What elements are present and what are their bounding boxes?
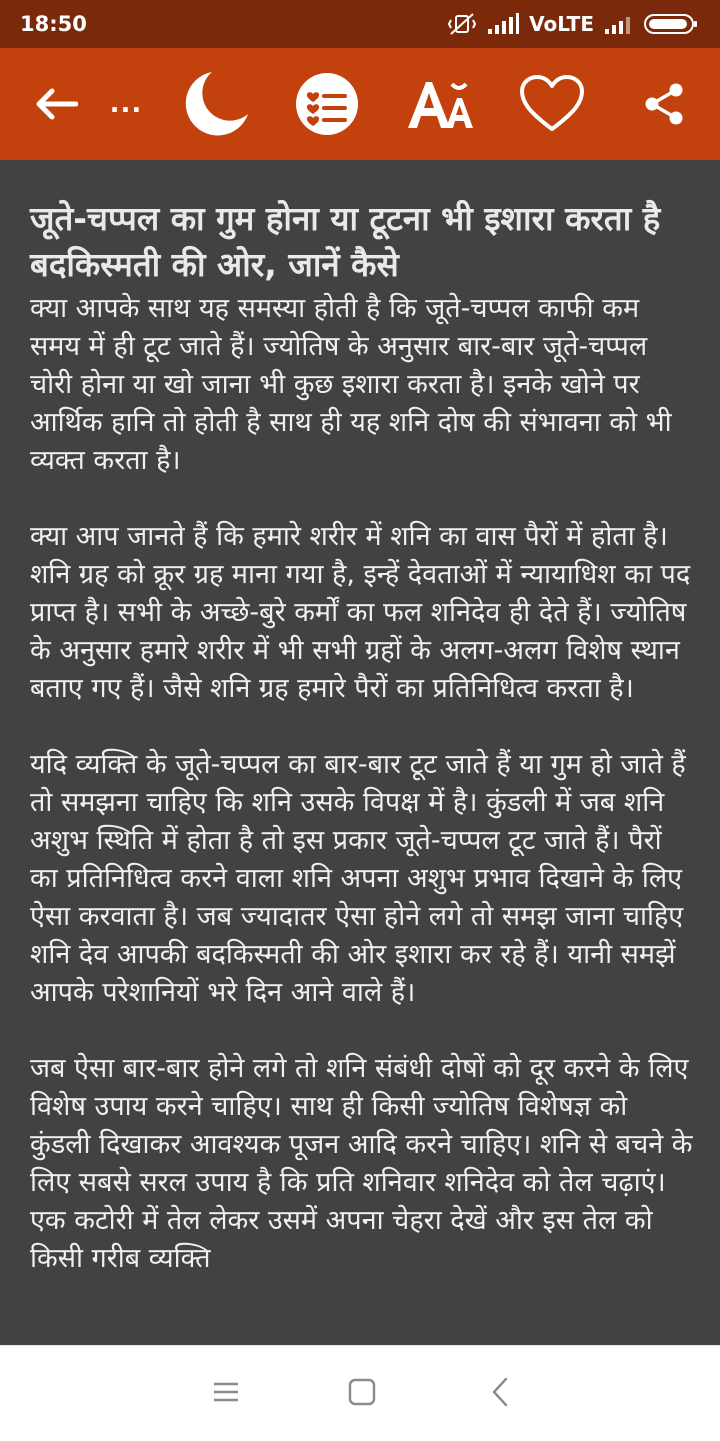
status-icons: [447, 12, 698, 36]
font-size-icon: [406, 78, 474, 130]
night-mode-button[interactable]: [180, 48, 252, 160]
home-button[interactable]: [332, 1346, 392, 1441]
signal-icon: [487, 13, 519, 35]
favorites-list-button[interactable]: [294, 48, 360, 160]
article-paragraph: क्या आपके साथ यह समस्या होती है कि जूते-चप्पल काफी कम समय में ही टूट जाते हैं। ज्योतिष के अनुसार बार-बार जूते-चप्पल चोरी होना या खो जाना भी कुछ इशारा करता है। इनके खोने पर आर्थिक हानि तो होती है साथ ही यह शनि दोष की संभावना को भी व्यक्त करता है।: [30, 293, 672, 476]
article-content[interactable]: [0, 160, 720, 1345]
share-icon: [643, 82, 685, 126]
nav-back-button[interactable]: [472, 1346, 528, 1441]
favorite-button[interactable]: [516, 48, 588, 160]
status-time: 18:50: [20, 12, 87, 36]
heart-icon: [519, 74, 585, 134]
article-paragraph: क्या आप जानते हैं कि हमारे शरीर में शनि का वास पैरों में होता है। शनि ग्रह को क्रूर ग्रह माना गया है, इन्हें देवताओं में न्यायाधिश का पद प्राप्त है। सभी के अच्छे-बुरे कर्मों का फल शनिदेव ही देते हैं। ज्योतिष के अनुसार हमारे शरीर में भी सभी ग्रहों के अलग-अलग विशेष स्थान बताए गए हैं। जैसे शनि ग्रह हमारे पैरों का प्रतिनिधित्व करता है।: [30, 521, 691, 704]
article-paragraph: जब ऐसा बार-बार होने लगे तो शनि संबंधी दोषों को दूर करने के लिए विशेष उपाय करने चाहिए। साथ ही किसी ज्योतिष विशेषज्ञ को कुंडली दिखाकर आवश्यक पूजन आदि करने चाहिए। शनि से बचने के लिए सबसे सरल उपाय है कि प्रति शनिवार शनिदेव को तेल चढ़ाएं। एक कटोरी में तेल लेकर उसमें अपना चेहरा देखें और इस तेल को किसी गरीब व्यक्ति: [30, 1053, 693, 1274]
night-mode-icon: [182, 70, 250, 138]
status-bar: [0, 0, 720, 48]
vibrate-off-icon: [447, 12, 477, 36]
more-label: ...: [109, 89, 143, 119]
article-title: जूते-चप्पल का गुम होना या टूटना भी इशारा करता है बदकिस्मती की ओर, जानें कैसे: [30, 199, 661, 284]
share-button[interactable]: [638, 48, 690, 160]
home-square-icon: [348, 1378, 376, 1410]
menu-icon: [213, 1381, 239, 1407]
menu-button[interactable]: [196, 1346, 256, 1441]
back-arrow-icon: [34, 87, 78, 121]
navigation-bar: [0, 1345, 720, 1441]
battery-icon: [644, 13, 698, 35]
toolbar: [0, 48, 720, 160]
back-chevron-icon: [491, 1377, 509, 1411]
more-button[interactable]: [108, 48, 144, 160]
back-button[interactable]: [28, 48, 84, 160]
article-paragraph: यदि व्यक्ति के जूते-चप्पल का बार-बार टूट जाते हैं या गुम हो जाते हैं तो समझना चाहिए कि शनि उसके विपक्ष में है। कुंडली में जब शनि अशुभ स्थिति में होता है तो इस प्रकार जूते-चप्पल टूट जाते हैं। पैरों का प्रतिनिधित्व करने वाला शनि अपना अशुभ प्रभाव दिखाने के लिए ऐसा करवाता है। जब ज्यादातर ऐसा होने लगे तो समझ जाना चाहिए शनि देव आपकी बदकिस्मती की ओर इशारा कर रहे हैं। यानी समझें आपके परेशानियों भरे दिन आने वाले हैं।: [30, 749, 686, 1008]
favorites-list-icon: [295, 72, 359, 136]
signal-icon: [604, 13, 634, 35]
font-size-button[interactable]: [404, 48, 476, 160]
network-type-label: VoLTE: [529, 12, 594, 36]
